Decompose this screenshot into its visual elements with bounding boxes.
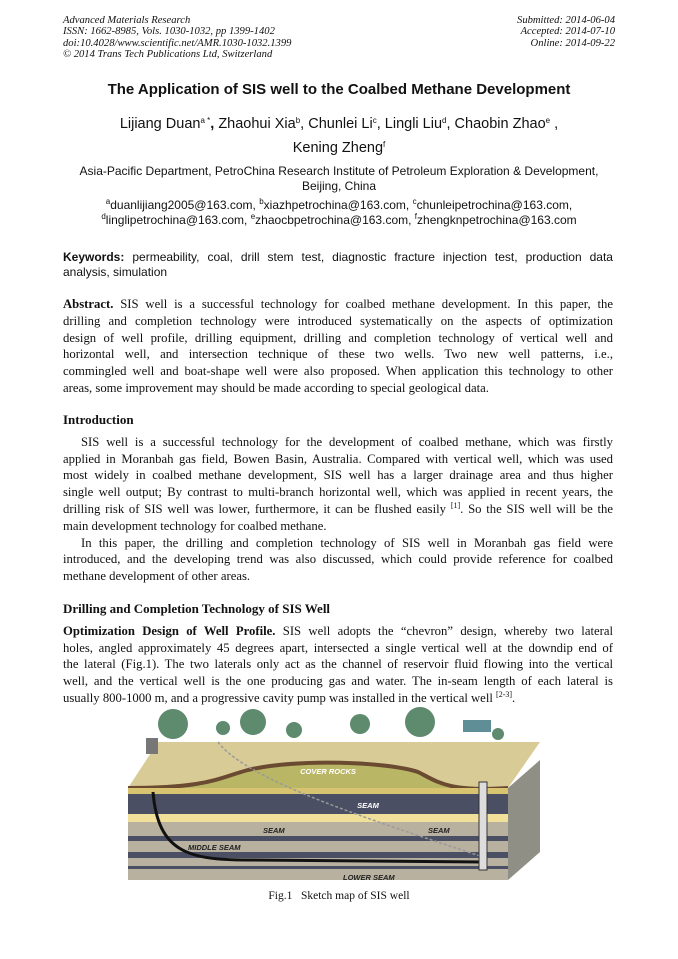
label-middle-seam: MIDDLE SEAM <box>188 843 241 852</box>
text-line: drilling and completion technology were introduced systematically on the aspects of optimization <box>63 313 613 328</box>
text-line: SIS well adopts the “chevron” design, whereby two lateral <box>282 623 613 638</box>
email-sup: e <box>250 211 256 221</box>
text-line: horizontal well, and intersection technique of these two wells. Two new well patterns, i.e., <box>63 347 613 362</box>
label-seam: SEAM <box>357 801 379 810</box>
email: zhaocbpetrochina@163.com, <box>255 212 412 227</box>
author-name: Lingli Liu <box>384 116 443 132</box>
text-line: introduced, and the developing trend was also discussed, which could provide reference for coalbed <box>63 552 613 567</box>
email: linglipetrochina@163.com, <box>105 212 248 227</box>
accepted-date: Accepted: 2014-07-10 <box>520 26 615 38</box>
email: zhengknpetrochina@163.com <box>417 212 577 227</box>
doi: doi:10.4028/www.scientific.net/AMR.1030-1032.1399 <box>63 37 292 49</box>
affiliation-line: Beijing, China <box>301 178 377 193</box>
middle-seam-layer <box>128 852 508 858</box>
sis-well-figure <box>128 702 548 886</box>
email-sup: b <box>259 197 264 206</box>
submitted-date: Submitted: 2014-06-04 <box>517 15 615 26</box>
author-name: Zhaohui Xia <box>218 116 296 132</box>
keywords-text: permeability, coal, drill stem test, diagnostic fracture injection test, production data <box>132 250 613 264</box>
text-line: . So the SIS well will be the <box>460 501 614 516</box>
text-line: . <box>512 690 516 705</box>
author-name: Chaobin Zhao <box>454 116 546 132</box>
authors: Lijiang Duan$^{a *}$, Zhaohui Xia$^b$, Chunlei Li$^c$, Lingli Liu$^d$, Chaobin Zhao$^e$ , Kening Zheng$^f$ <box>119 116 559 156</box>
keywords <box>63 250 613 280</box>
affiliation-line: Asia-Pacific Department, PetroChina Research Institute of Petroleum Exploration & Development, <box>79 164 599 178</box>
online-date: Online: 2014-09-22 <box>530 37 615 49</box>
text-line: well, and the vertical well is the one producing gas and water. The in-seam length of each lateral is <box>63 674 613 689</box>
seam-layer <box>128 836 508 841</box>
text-line: main development technology for coalbed methane. <box>63 518 327 533</box>
text-line: In this paper, the drilling and completion technology of SIS well in Moranbah gas field were <box>81 535 613 550</box>
section-drilling <box>63 601 613 707</box>
emails <box>30 198 648 227</box>
issn: ISSN: 1662-8985, Vols. 1030-1032, pp 1399-1402 <box>63 26 275 38</box>
text-line: areas, some improvement may should be made according to special geological data. <box>63 380 489 395</box>
journal-info <box>63 15 291 60</box>
keywords-text: analysis, simulation <box>63 264 168 279</box>
text-line: design of well profile, drilling equipment, drilling and completion technology of vertical well and <box>63 330 613 345</box>
email-sup: a <box>105 197 111 206</box>
text-line: most widely in coalbed methane development, SIS well has a larger drainage area and thus higher <box>63 468 613 483</box>
trees <box>158 707 504 740</box>
label-seam: SEAM <box>263 826 285 835</box>
affiliation <box>30 164 648 193</box>
email-sup: d <box>101 211 106 221</box>
vertical-well <box>479 782 487 870</box>
author-name: Chunlei Li <box>308 116 373 132</box>
keywords-label: Keywords: <box>63 250 125 264</box>
author-name: Kening Zheng <box>292 140 384 156</box>
journal-name: Advanced Materials Research <box>63 15 191 26</box>
text-line: SIS well is a successful technology for the development of coalbed methane, which was firstly <box>81 434 613 449</box>
paper-title: The Application of SIS well to the Coalbed Methane Development <box>107 81 571 98</box>
author-sup: d <box>442 116 447 125</box>
section-heading: Introduction <box>63 412 134 427</box>
pump-unit <box>463 720 491 732</box>
author-name: Lijiang Duan <box>119 116 201 132</box>
email: duanlijiang2005@163.com, <box>110 198 256 212</box>
email-sup: f <box>414 211 418 221</box>
text-line: single well output; By contrast to multi-branch horizontal well, which was applied in recent years, the <box>63 485 613 500</box>
subsection-heading: Optimization Design of Well Profile. <box>63 623 276 638</box>
email-sup: c <box>412 197 417 206</box>
sand-layer <box>128 814 508 822</box>
author-sup: f <box>383 140 386 149</box>
sand-layer <box>128 788 508 794</box>
text-line: SIS well is a successful technology for coalbed methane development. In this paper, the <box>120 297 613 311</box>
label-cover-rocks: COVER ROCKS <box>300 767 356 776</box>
citation: [2-3] <box>496 689 513 699</box>
author-sup: e <box>545 116 551 125</box>
email: xiazhpetrochina@163.com, <box>263 198 410 212</box>
wellhead <box>146 738 158 754</box>
label-seam: SEAM <box>428 826 450 835</box>
label-lower-seam: LOWER SEAM <box>343 873 395 882</box>
text-line: usually 800-1000 m, and a progressive cavity pump was installed in the vertical well <box>63 690 493 705</box>
email: chunleipetrochina@163.com, <box>416 198 573 212</box>
lower-seam-layer <box>128 866 508 869</box>
citation: [1] <box>450 500 461 510</box>
text-line: drilling risk of SIS well was lower, furthermore, it can be flushed easily <box>63 501 447 516</box>
abstract-label: Abstract. <box>63 297 114 311</box>
abstract <box>63 296 613 397</box>
text-line: applied in Moranbah gas field, Bowen Basin, Australia. Compared with vertical well, which was used <box>63 451 613 466</box>
author-sup: c <box>372 116 377 125</box>
figure-caption: Fig.1 Sketch map of SIS well <box>268 890 410 902</box>
author-sup: a * <box>200 116 211 125</box>
text-line: the lateral (Fig.1). The two laterals only act as the channel of reservoir fluid flowing into the vertical <box>63 657 613 672</box>
seam-layer <box>128 794 508 814</box>
author-sup: b <box>295 116 301 125</box>
copyright: © 2014 Trans Tech Publications Ltd, Switzerland <box>63 48 273 60</box>
text-line: commingled well and boat-shape well were also proposed. When application this technology to other <box>63 364 613 379</box>
section-heading: Drilling and Completion Technology of SIS Well <box>63 601 331 616</box>
text-line: holes, angled approximately 45 degrees apart, intersected a single vertical well at the downdip end of <box>63 640 613 655</box>
text-line: methane development of other areas. <box>63 569 251 584</box>
introduction <box>63 412 613 585</box>
dates-info <box>517 15 615 49</box>
